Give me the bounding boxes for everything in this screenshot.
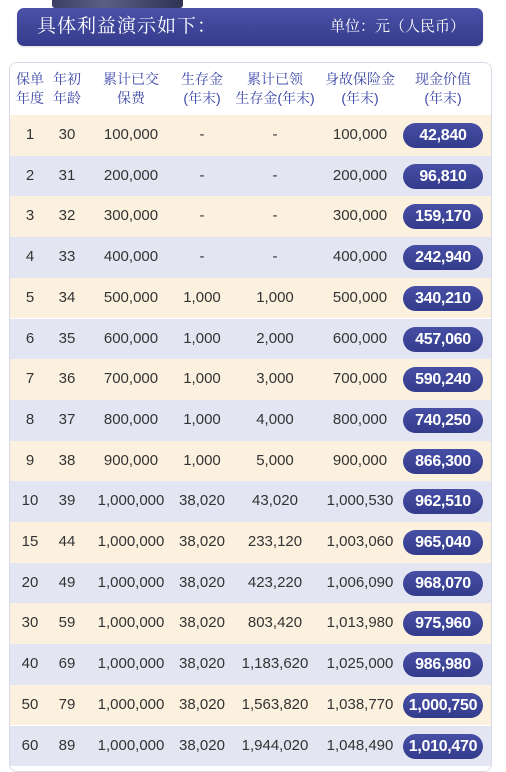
header-text: 身故保险金 — [325, 71, 395, 87]
table-header — [10, 63, 491, 116]
cell-death-benefit: 1,000,530 — [326, 492, 394, 510]
cell-death-benefit: 1,013,980 — [326, 614, 394, 632]
cell-survival: 38,020 — [179, 695, 225, 713]
cash-value-badge: 740,250 — [403, 408, 483, 433]
cell-survival: 1,000 — [183, 329, 221, 347]
cell-policy-year: 1 — [25, 126, 35, 143]
cell-survival: 1,000 — [183, 288, 221, 306]
table-row — [10, 156, 491, 197]
cell-premium: 1,000,000 — [97, 655, 165, 673]
cell-cum-survival: 1,000 — [256, 288, 294, 306]
header-text: 累计已交 — [103, 71, 159, 87]
cell-premium: 800,000 — [103, 410, 159, 428]
cell-death-benefit: 1,003,060 — [326, 533, 394, 550]
cash-value-badge: 1,010,470 — [403, 734, 483, 759]
header-text: (年末) — [183, 90, 221, 106]
header-text: (年末) — [341, 90, 379, 106]
cell-cum-survival: - — [272, 166, 278, 184]
cell-premium: 900,000 — [103, 451, 159, 469]
cell-premium: 400,000 — [103, 248, 159, 266]
table-row — [10, 196, 491, 237]
cell-premium: 700,000 — [103, 370, 159, 388]
cell-death-benefit: 1,048,490 — [326, 736, 394, 754]
table-row — [10, 237, 491, 278]
cell-cum-survival: 1,183,620 — [241, 655, 309, 673]
banner-unit: 单位：元（人民币） — [329, 18, 465, 35]
cell-death-benefit: 1,025,000 — [326, 655, 394, 673]
table-row — [10, 685, 491, 726]
cell-cum-survival: - — [272, 126, 278, 143]
cell-age: 38 — [58, 451, 76, 469]
cell-policy-year: 3 — [25, 207, 35, 225]
cell-death-benefit: 900,000 — [332, 451, 388, 469]
cell-age: 36 — [58, 370, 76, 388]
cell-death-benefit: 300,000 — [332, 207, 388, 225]
header-text: 保单 — [16, 71, 44, 87]
header-text: 年初 — [53, 71, 81, 87]
cell-age: 44 — [58, 533, 76, 550]
header-premium — [90, 70, 172, 108]
table-row — [10, 481, 491, 522]
cell-cum-survival: - — [272, 207, 278, 225]
cell-survival: - — [199, 207, 205, 225]
cell-age: 32 — [58, 207, 76, 225]
cash-value-badge: 42,840 — [403, 123, 483, 148]
cell-death-benefit: 800,000 — [332, 410, 388, 428]
cell-cum-survival: 43,020 — [252, 492, 298, 510]
cell-survival: - — [199, 126, 205, 143]
cell-survival: 1,000 — [183, 451, 221, 469]
cell-age: 79 — [58, 695, 76, 713]
cell-cum-survival: 5,000 — [256, 451, 294, 469]
cell-death-benefit: 200,000 — [332, 166, 388, 184]
cell-survival: - — [199, 166, 205, 184]
cell-cum-survival: 1,944,020 — [241, 736, 309, 754]
cell-age: 31 — [58, 166, 76, 184]
cell-policy-year: 50 — [21, 695, 39, 713]
cash-value-badge: 1,000,750 — [403, 693, 483, 718]
table-row — [10, 563, 491, 604]
cell-age: 69 — [58, 655, 76, 673]
cell-death-benefit: 600,000 — [332, 329, 388, 347]
cell-cum-survival: 1,563,820 — [241, 695, 309, 713]
cell-age: 34 — [58, 288, 76, 306]
header-text: 保费 — [117, 90, 145, 106]
header-age — [48, 70, 86, 108]
cell-survival: 38,020 — [179, 736, 225, 754]
table-row — [10, 400, 491, 441]
cell-policy-year: 15 — [21, 533, 39, 550]
cell-cum-survival: 4,000 — [256, 410, 294, 428]
cash-value-badge: 457,060 — [403, 327, 483, 352]
cell-policy-year: 20 — [21, 573, 39, 591]
cell-survival: 1,000 — [183, 370, 221, 388]
cell-cum-survival: 3,000 — [256, 370, 294, 388]
cell-premium: 1,000,000 — [97, 573, 165, 591]
cell-cum-survival: 803,420 — [247, 614, 303, 632]
header-policy-year — [10, 70, 50, 108]
cash-value-badge: 590,240 — [403, 367, 483, 392]
cash-value-badge: 975,960 — [403, 611, 483, 636]
cell-survival: 38,020 — [179, 614, 225, 632]
header-cash-value — [403, 70, 483, 108]
cash-value-badge: 340,210 — [403, 286, 483, 311]
table-row — [10, 319, 491, 360]
cell-age: 49 — [58, 573, 76, 591]
cell-premium: 1,000,000 — [97, 492, 165, 510]
cell-death-benefit: 400,000 — [332, 248, 388, 266]
cell-survival: 38,020 — [179, 533, 225, 550]
header-text: 生存金(年末) — [235, 90, 315, 106]
header-text: (年末) — [424, 90, 462, 106]
table-row — [10, 115, 491, 156]
table-row — [10, 603, 491, 644]
cell-death-benefit: 500,000 — [332, 288, 388, 306]
header-text: 累计已领 — [247, 71, 303, 87]
cell-policy-year: 2 — [25, 166, 35, 184]
header-text: 年龄 — [53, 90, 81, 106]
cell-cum-survival: 233,120 — [247, 533, 303, 550]
table-row — [10, 359, 491, 400]
cell-policy-year: 40 — [21, 655, 39, 673]
cell-age: 39 — [58, 492, 76, 510]
cell-policy-year: 7 — [25, 370, 35, 388]
cash-value-badge: 242,940 — [403, 245, 483, 270]
cell-death-benefit: 1,006,090 — [326, 573, 394, 591]
cell-death-benefit: 100,000 — [332, 126, 388, 143]
header-death-benefit — [318, 70, 402, 108]
table-row — [10, 278, 491, 319]
cell-policy-year: 60 — [21, 736, 39, 754]
header-cum-survival — [232, 70, 318, 108]
cell-premium: 200,000 — [103, 166, 159, 184]
cell-death-benefit: 1,038,770 — [326, 695, 394, 713]
header-text: 现金价值 — [415, 71, 471, 87]
cell-premium: 1,000,000 — [97, 614, 165, 632]
cell-age: 35 — [58, 329, 76, 347]
cell-cum-survival: 423,220 — [247, 573, 303, 591]
cell-survival: - — [199, 248, 205, 266]
cell-survival: 38,020 — [179, 492, 225, 510]
cell-survival: 1,000 — [183, 410, 221, 428]
cell-survival: 38,020 — [179, 573, 225, 591]
cash-value-badge: 866,300 — [403, 449, 483, 474]
cell-premium: 500,000 — [103, 288, 159, 306]
cash-value-badge: 965,040 — [403, 530, 483, 555]
benefit-banner — [17, 8, 483, 46]
cell-premium: 1,000,000 — [97, 533, 165, 550]
header-text: 年度 — [16, 90, 44, 106]
header-text: 生存金 — [181, 71, 223, 87]
cash-value-badge: 968,070 — [403, 571, 483, 596]
top-image-fragment — [52, 0, 183, 8]
cell-policy-year: 4 — [25, 248, 35, 266]
cash-value-badge: 96,810 — [403, 164, 483, 189]
cell-cum-survival: 2,000 — [256, 329, 294, 347]
cell-death-benefit: 700,000 — [332, 370, 388, 388]
cash-value-badge: 986,980 — [403, 652, 483, 677]
table-row — [10, 441, 491, 482]
benefit-table — [9, 62, 492, 772]
cell-premium: 1,000,000 — [97, 736, 165, 754]
cell-cum-survival: - — [272, 248, 278, 266]
cell-premium: 100,000 — [103, 126, 159, 143]
table-row — [10, 726, 491, 767]
table-row — [10, 644, 491, 685]
cash-value-badge: 159,170 — [403, 204, 483, 229]
cell-premium: 600,000 — [103, 329, 159, 347]
cell-policy-year: 30 — [21, 614, 39, 632]
cell-age: 33 — [58, 248, 76, 266]
cell-policy-year: 9 — [25, 451, 35, 469]
cell-age: 30 — [58, 126, 76, 143]
header-survival — [174, 70, 230, 108]
table-row — [10, 522, 491, 563]
cell-age: 89 — [58, 736, 76, 754]
cell-premium: 1,000,000 — [97, 695, 165, 713]
cash-value-badge: 962,510 — [403, 489, 483, 514]
cell-age: 59 — [58, 614, 76, 632]
cell-premium: 300,000 — [103, 207, 159, 225]
cell-policy-year: 8 — [25, 410, 35, 428]
banner-title: 具体利益演示如下： — [37, 16, 218, 37]
cell-policy-year: 10 — [21, 492, 39, 510]
cell-survival: 38,020 — [179, 655, 225, 673]
cell-policy-year: 5 — [25, 288, 35, 306]
cell-age: 37 — [58, 410, 76, 428]
cell-policy-year: 6 — [25, 329, 35, 347]
